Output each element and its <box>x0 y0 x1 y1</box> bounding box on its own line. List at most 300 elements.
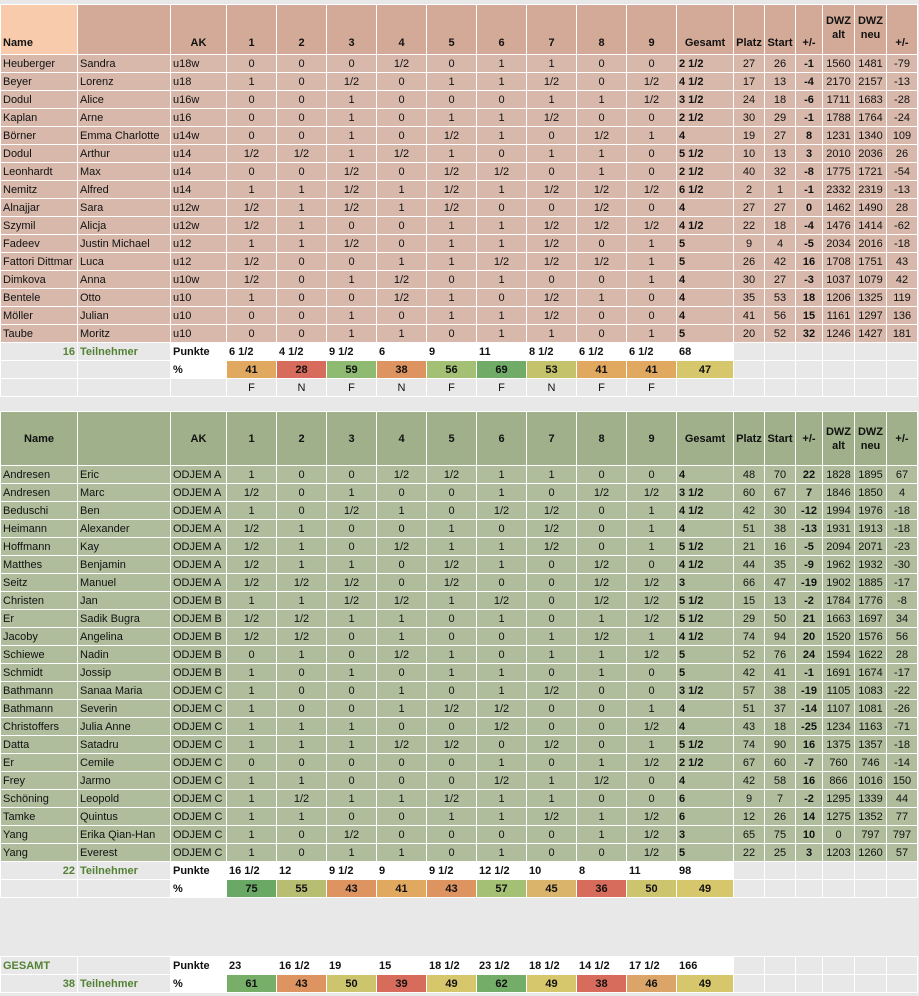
cell[interactable]: 0 <box>427 844 477 862</box>
cell[interactable]: 1 <box>427 235 477 253</box>
cell[interactable]: 0 <box>577 736 627 754</box>
cell[interactable]: 1 <box>427 538 477 556</box>
cell[interactable]: 7 <box>796 484 823 502</box>
cell[interactable]: 4 1/2 <box>677 217 734 235</box>
cell[interactable]: 0 <box>277 754 327 772</box>
cell[interactable]: 1/2 <box>627 91 677 109</box>
cell[interactable]: 47 <box>765 574 796 592</box>
cell[interactable]: -28 <box>887 91 918 109</box>
cell[interactable]: -2 <box>796 592 823 610</box>
cell[interactable]: 41 <box>734 307 765 325</box>
cell[interactable]: 3 1/2 <box>677 682 734 700</box>
cell[interactable]: 22 <box>734 844 765 862</box>
cell[interactable]: 0 <box>327 682 377 700</box>
cell[interactable]: 1 <box>477 73 527 91</box>
cell[interactable]: 0 <box>377 826 427 844</box>
cell[interactable]: 1/2 <box>477 718 527 736</box>
cell[interactable]: 0 <box>327 646 377 664</box>
cell[interactable]: 1 <box>577 163 627 181</box>
cell[interactable]: 0 <box>327 628 377 646</box>
cell[interactable]: 20 <box>796 628 823 646</box>
cell[interactable]: 26 <box>765 808 796 826</box>
cell[interactable]: 1/2 <box>577 592 627 610</box>
cell[interactable]: 0 <box>377 235 427 253</box>
cell[interactable]: Andresen <box>1 484 78 502</box>
cell[interactable]: 5 <box>677 325 734 343</box>
header-round-8[interactable]: 8 <box>577 412 627 466</box>
header-round-1[interactable]: 1 <box>227 412 277 466</box>
cell[interactable]: Arne <box>78 109 171 127</box>
cell[interactable]: 1 <box>377 700 427 718</box>
cell[interactable]: 0 <box>477 289 527 307</box>
cell[interactable]: -22 <box>887 682 918 700</box>
teilnehmer-label[interactable]: Teilnehmer <box>78 975 171 993</box>
cell[interactable]: ODJEM A <box>171 556 227 574</box>
cell[interactable]: Sanaa Maria <box>78 682 171 700</box>
cell[interactable]: 1/2 <box>327 199 377 217</box>
cell[interactable]: 1/2 <box>577 556 627 574</box>
cell[interactable]: 1 <box>477 790 527 808</box>
cell[interactable]: -9 <box>796 556 823 574</box>
cell[interactable]: 77 <box>887 808 918 826</box>
cell[interactable]: 1 <box>477 55 527 73</box>
cell[interactable]: 0 <box>477 520 527 538</box>
cell[interactable]: Leopold <box>78 790 171 808</box>
header-round-3[interactable]: 3 <box>327 412 377 466</box>
cell[interactable]: 746 <box>855 754 887 772</box>
percent-label[interactable]: % <box>171 880 227 898</box>
cell[interactable]: Angelina <box>78 628 171 646</box>
cell[interactable]: ODJEM A <box>171 538 227 556</box>
cell[interactable]: 2 1/2 <box>677 754 734 772</box>
cell[interactable]: 1/2 <box>627 217 677 235</box>
punkte-value[interactable]: 16 1/2 <box>277 957 327 975</box>
cell[interactable]: 0 <box>527 700 577 718</box>
cell[interactable]: u18 <box>171 73 227 91</box>
cell[interactable]: 0 <box>577 502 627 520</box>
cell[interactable]: Jacoby <box>1 628 78 646</box>
cell[interactable]: Benjamin <box>78 556 171 574</box>
cell[interactable]: 0 <box>577 325 627 343</box>
punkte-label[interactable]: Punkte <box>171 862 227 880</box>
cell[interactable]: 1/2 <box>577 181 627 199</box>
cell[interactable]: 44 <box>887 790 918 808</box>
cell[interactable]: 0 <box>577 538 627 556</box>
header-name[interactable]: Name <box>1 412 78 466</box>
cell[interactable]: 48 <box>734 466 765 484</box>
punkte-value[interactable]: 23 <box>227 957 277 975</box>
cell[interactable]: 1721 <box>855 163 887 181</box>
cell[interactable]: Manuel <box>78 574 171 592</box>
cell[interactable]: u12 <box>171 253 227 271</box>
cell[interactable]: 26 <box>765 55 796 73</box>
cell[interactable]: u10 <box>171 325 227 343</box>
cell[interactable]: 0 <box>227 55 277 73</box>
cell[interactable]: 1 <box>427 808 477 826</box>
cell[interactable]: 0 <box>527 826 577 844</box>
cell[interactable]: 1 <box>527 91 577 109</box>
cell[interactable]: 0 <box>227 754 277 772</box>
cell[interactable]: 4 <box>677 307 734 325</box>
cell[interactable]: Sara <box>78 199 171 217</box>
cell[interactable]: 1/2 <box>227 199 277 217</box>
punkte-value[interactable]: 4 1/2 <box>277 343 327 361</box>
cell[interactable]: 1/2 <box>527 682 577 700</box>
cell[interactable]: 27 <box>765 127 796 145</box>
cell[interactable]: 1 <box>277 808 327 826</box>
cell[interactable]: 1 <box>377 844 427 862</box>
cell[interactable]: 1/2 <box>227 253 277 271</box>
punkte-label[interactable]: Punkte <box>171 957 227 975</box>
cell[interactable]: 16 <box>796 253 823 271</box>
cell[interactable]: 1 <box>477 754 527 772</box>
cell[interactable]: -8 <box>887 592 918 610</box>
cell[interactable]: 0 <box>277 73 327 91</box>
cell[interactable]: 24 <box>796 646 823 664</box>
cell[interactable]: 0 <box>277 91 327 109</box>
cell[interactable]: 1 <box>327 484 377 502</box>
percent-value[interactable]: 46 <box>627 975 677 993</box>
cell[interactable]: 0 <box>477 646 527 664</box>
cell[interactable]: 1231 <box>823 127 855 145</box>
cell[interactable]: Max <box>78 163 171 181</box>
cell[interactable]: 60 <box>734 484 765 502</box>
cell[interactable]: 4 <box>677 289 734 307</box>
cell[interactable]: 35 <box>734 289 765 307</box>
cell[interactable]: 1708 <box>823 253 855 271</box>
cell[interactable]: Dodul <box>1 91 78 109</box>
cell[interactable]: u18w <box>171 55 227 73</box>
cell[interactable]: 760 <box>823 754 855 772</box>
cell[interactable]: 1775 <box>823 163 855 181</box>
header-round-3[interactable]: 3 <box>327 5 377 55</box>
cell[interactable]: 5 <box>677 646 734 664</box>
cell[interactable]: 6 <box>677 790 734 808</box>
percent-value[interactable]: 53 <box>527 361 577 379</box>
cell[interactable]: -14 <box>887 754 918 772</box>
cell[interactable]: 0 <box>527 199 577 217</box>
cell[interactable]: 1 <box>427 592 477 610</box>
cell[interactable]: Otto <box>78 289 171 307</box>
cell[interactable]: 1 <box>277 538 327 556</box>
cell[interactable]: 1/2 <box>427 199 477 217</box>
cell[interactable]: 1594 <box>823 646 855 664</box>
cell[interactable]: Alfred <box>78 181 171 199</box>
cell[interactable]: 40 <box>734 163 765 181</box>
cell[interactable]: -26 <box>887 700 918 718</box>
cell[interactable]: 0 <box>327 808 377 826</box>
cell[interactable]: 1/2 <box>227 628 277 646</box>
cell[interactable]: 1 <box>477 538 527 556</box>
cell[interactable]: u12 <box>171 235 227 253</box>
header-round-5[interactable]: 5 <box>427 5 477 55</box>
percent-label[interactable]: % <box>171 361 227 379</box>
cell[interactable]: 27 <box>765 199 796 217</box>
cell[interactable]: -12 <box>796 502 823 520</box>
cell[interactable]: Leonhardt <box>1 163 78 181</box>
cell[interactable]: ODJEM A <box>171 466 227 484</box>
cell[interactable]: 0 <box>327 754 377 772</box>
cell[interactable]: 1/2 <box>227 217 277 235</box>
cell[interactable]: -23 <box>887 538 918 556</box>
cell[interactable]: 181 <box>887 325 918 343</box>
cell[interactable]: 1 <box>277 646 327 664</box>
cell[interactable]: 21 <box>796 610 823 628</box>
cell[interactable]: ODJEM B <box>171 646 227 664</box>
cell[interactable]: 32 <box>765 163 796 181</box>
cell[interactable]: 1 <box>527 628 577 646</box>
cell[interactable]: 2170 <box>823 73 855 91</box>
cell[interactable]: 1/2 <box>527 538 577 556</box>
cell[interactable]: 1 <box>227 682 277 700</box>
cell[interactable]: 1 <box>627 628 677 646</box>
cell[interactable]: 2 1/2 <box>677 163 734 181</box>
punkte-value[interactable]: 98 <box>677 862 734 880</box>
percent-value[interactable]: 28 <box>277 361 327 379</box>
cell[interactable]: 1932 <box>855 556 887 574</box>
cell[interactable]: ODJEM C <box>171 844 227 862</box>
cell[interactable]: 1 <box>327 109 377 127</box>
header-plusminus[interactable]: +/- <box>796 412 823 466</box>
cell[interactable]: 0 <box>277 664 327 682</box>
cell[interactable]: -19 <box>796 574 823 592</box>
cell[interactable]: 0 <box>277 325 327 343</box>
cell[interactable]: 1339 <box>855 790 887 808</box>
cell[interactable]: Severin <box>78 700 171 718</box>
cell[interactable]: 1885 <box>855 574 887 592</box>
cell[interactable]: 60 <box>765 754 796 772</box>
cell[interactable]: -17 <box>887 664 918 682</box>
cell[interactable]: 1 <box>377 790 427 808</box>
cell[interactable]: 1/2 <box>477 772 527 790</box>
percent-value[interactable]: 49 <box>527 975 577 993</box>
cell[interactable]: 0 <box>527 718 577 736</box>
cell[interactable]: 1576 <box>855 628 887 646</box>
cell[interactable]: 0 <box>277 307 327 325</box>
cell[interactable]: Beyer <box>1 73 78 91</box>
percent-value[interactable]: 49 <box>677 880 734 898</box>
cell[interactable]: -62 <box>887 217 918 235</box>
punkte-value[interactable]: 166 <box>677 957 734 975</box>
cell[interactable]: 1 <box>277 217 327 235</box>
cell[interactable]: Sadik Bugra <box>78 610 171 628</box>
cell[interactable]: Heimann <box>1 520 78 538</box>
cell[interactable]: 1913 <box>855 520 887 538</box>
cell[interactable]: 1/2 <box>327 163 377 181</box>
cell[interactable]: 15 <box>734 592 765 610</box>
header-ak[interactable]: AK <box>171 5 227 55</box>
cell[interactable]: 0 <box>227 325 277 343</box>
cell[interactable]: 58 <box>765 772 796 790</box>
cell[interactable]: 1 <box>627 127 677 145</box>
cell[interactable]: 1674 <box>855 664 887 682</box>
cell[interactable]: 8 <box>796 127 823 145</box>
percent-value[interactable]: 75 <box>227 880 277 898</box>
cell[interactable]: 0 <box>377 520 427 538</box>
cell[interactable]: 1107 <box>823 700 855 718</box>
cell[interactable]: 20 <box>734 325 765 343</box>
cell[interactable]: 1/2 <box>527 502 577 520</box>
cell[interactable]: 0 <box>527 844 577 862</box>
cell[interactable]: 26 <box>734 253 765 271</box>
cell[interactable]: 0 <box>477 628 527 646</box>
percent-value[interactable]: 49 <box>677 975 734 993</box>
cell[interactable]: 1784 <box>823 592 855 610</box>
cell[interactable]: 1 <box>377 610 427 628</box>
cell[interactable]: ODJEM B <box>171 664 227 682</box>
cell[interactable]: -1 <box>796 109 823 127</box>
percent-value[interactable]: 47 <box>677 361 734 379</box>
cell[interactable]: 1/2 <box>327 574 377 592</box>
cell[interactable]: 0 <box>427 271 477 289</box>
cell[interactable]: 67 <box>887 466 918 484</box>
cell[interactable]: 1751 <box>855 253 887 271</box>
cell[interactable]: 1 <box>627 700 677 718</box>
cell[interactable]: Andresen <box>1 466 78 484</box>
cell[interactable]: 1 <box>427 253 477 271</box>
cell[interactable]: 1 <box>527 145 577 163</box>
cell[interactable]: 0 <box>377 217 427 235</box>
cell[interactable]: 1 <box>427 217 477 235</box>
cell[interactable]: 1/2 <box>227 520 277 538</box>
cell[interactable]: 1 <box>627 325 677 343</box>
cell[interactable]: 0 <box>627 466 677 484</box>
punkte-value[interactable]: 17 1/2 <box>627 957 677 975</box>
cell[interactable]: ODJEM C <box>171 790 227 808</box>
header-gesamt[interactable]: Gesamt <box>677 5 734 55</box>
cell[interactable]: -3 <box>796 271 823 289</box>
cell[interactable]: 0 <box>577 466 627 484</box>
cell[interactable]: 0 <box>577 682 627 700</box>
cell[interactable]: 17 <box>734 73 765 91</box>
cell[interactable]: 90 <box>765 736 796 754</box>
cell[interactable]: 1 <box>577 808 627 826</box>
cell[interactable]: 0 <box>327 217 377 235</box>
punkte-value[interactable]: 6 1/2 <box>227 343 277 361</box>
cell[interactable]: ODJEM C <box>171 700 227 718</box>
cell[interactable]: 3 1/2 <box>677 91 734 109</box>
cell[interactable]: u16w <box>171 91 227 109</box>
header-platz[interactable]: Platz <box>734 5 765 55</box>
cell[interactable]: ODJEM C <box>171 754 227 772</box>
header-dwz-alt[interactable]: DWZ alt <box>823 5 855 55</box>
round-result[interactable]: F <box>327 379 377 397</box>
cell[interactable]: -5 <box>796 538 823 556</box>
punkte-value[interactable]: 9 1/2 <box>427 862 477 880</box>
header-dwz-diff[interactable]: +/- <box>887 412 918 466</box>
cell[interactable]: 1560 <box>823 55 855 73</box>
cell[interactable]: 1 <box>477 484 527 502</box>
cell[interactable]: 1/2 <box>627 844 677 862</box>
cell[interactable]: 1/2 <box>477 700 527 718</box>
cell[interactable]: Hoffmann <box>1 538 78 556</box>
cell[interactable]: 76 <box>765 646 796 664</box>
cell[interactable]: 1/2 <box>527 307 577 325</box>
cell[interactable]: 1 <box>577 610 627 628</box>
cell[interactable]: 1697 <box>855 610 887 628</box>
percent-value[interactable]: 62 <box>477 975 527 993</box>
cell[interactable]: u14 <box>171 181 227 199</box>
cell[interactable]: u10 <box>171 307 227 325</box>
cell[interactable]: 1414 <box>855 217 887 235</box>
cell[interactable]: Julian <box>78 307 171 325</box>
cell[interactable]: 4 <box>677 271 734 289</box>
cell[interactable]: 1163 <box>855 718 887 736</box>
cell[interactable]: 70 <box>765 466 796 484</box>
cell[interactable]: ODJEM B <box>171 610 227 628</box>
cell[interactable]: 1/2 <box>327 826 377 844</box>
cell[interactable]: 5 1/2 <box>677 592 734 610</box>
cell[interactable]: 0 <box>577 520 627 538</box>
cell[interactable]: 1 <box>477 127 527 145</box>
cell[interactable]: Schiewe <box>1 646 78 664</box>
cell[interactable]: 30 <box>734 271 765 289</box>
cell[interactable]: 1 <box>277 235 327 253</box>
cell[interactable]: 1/2 <box>427 466 477 484</box>
cell[interactable]: 4 <box>677 700 734 718</box>
cell[interactable]: Alnajjar <box>1 199 78 217</box>
cell[interactable]: 1/2 <box>377 646 427 664</box>
cell[interactable]: 1/2 <box>527 181 577 199</box>
punkte-value[interactable]: 12 <box>277 862 327 880</box>
cell[interactable]: 1/2 <box>477 163 527 181</box>
percent-value[interactable]: 41 <box>577 361 627 379</box>
cell[interactable]: ODJEM A <box>171 484 227 502</box>
cell[interactable]: 0 <box>427 55 477 73</box>
cell[interactable]: 0 <box>627 790 677 808</box>
cell[interactable]: 1 <box>627 736 677 754</box>
cell[interactable]: 1976 <box>855 502 887 520</box>
cell[interactable]: 43 <box>887 253 918 271</box>
cell[interactable]: 1/2 <box>327 73 377 91</box>
cell[interactable]: 4 <box>677 199 734 217</box>
cell[interactable]: Emma Charlotte <box>78 127 171 145</box>
cell[interactable]: Beduschi <box>1 502 78 520</box>
cell[interactable]: 1 <box>377 181 427 199</box>
header-round-2[interactable]: 2 <box>277 412 327 466</box>
cell[interactable]: 0 <box>577 718 627 736</box>
cell[interactable]: 1476 <box>823 217 855 235</box>
cell[interactable]: 1375 <box>823 736 855 754</box>
cell[interactable]: -4 <box>796 73 823 91</box>
punkte-value[interactable]: 16 1/2 <box>227 862 277 880</box>
cell[interactable]: 27 <box>734 55 765 73</box>
cell[interactable]: 1/2 <box>627 808 677 826</box>
percent-value[interactable]: 50 <box>627 880 677 898</box>
percent-value[interactable]: 43 <box>277 975 327 993</box>
cell[interactable]: 109 <box>887 127 918 145</box>
round-result[interactable]: F <box>577 379 627 397</box>
cell[interactable]: 5 1/2 <box>677 538 734 556</box>
cell[interactable]: 1 <box>577 754 627 772</box>
cell[interactable]: ODJEM C <box>171 682 227 700</box>
cell[interactable]: 0 <box>327 466 377 484</box>
cell[interactable]: 1 <box>427 307 477 325</box>
cell[interactable]: Taube <box>1 325 78 343</box>
cell[interactable]: 1683 <box>855 91 887 109</box>
cell[interactable]: -4 <box>796 217 823 235</box>
cell[interactable]: 0 <box>577 700 627 718</box>
cell[interactable]: 0 <box>627 307 677 325</box>
cell[interactable]: 0 <box>277 253 327 271</box>
header-name[interactable]: Name <box>1 5 78 55</box>
cell[interactable]: Ben <box>78 502 171 520</box>
cell[interactable]: 74 <box>734 736 765 754</box>
cell[interactable]: Bentele <box>1 289 78 307</box>
cell[interactable]: 1 <box>765 181 796 199</box>
cell[interactable]: 1 <box>377 199 427 217</box>
cell[interactable]: 1 <box>627 520 677 538</box>
